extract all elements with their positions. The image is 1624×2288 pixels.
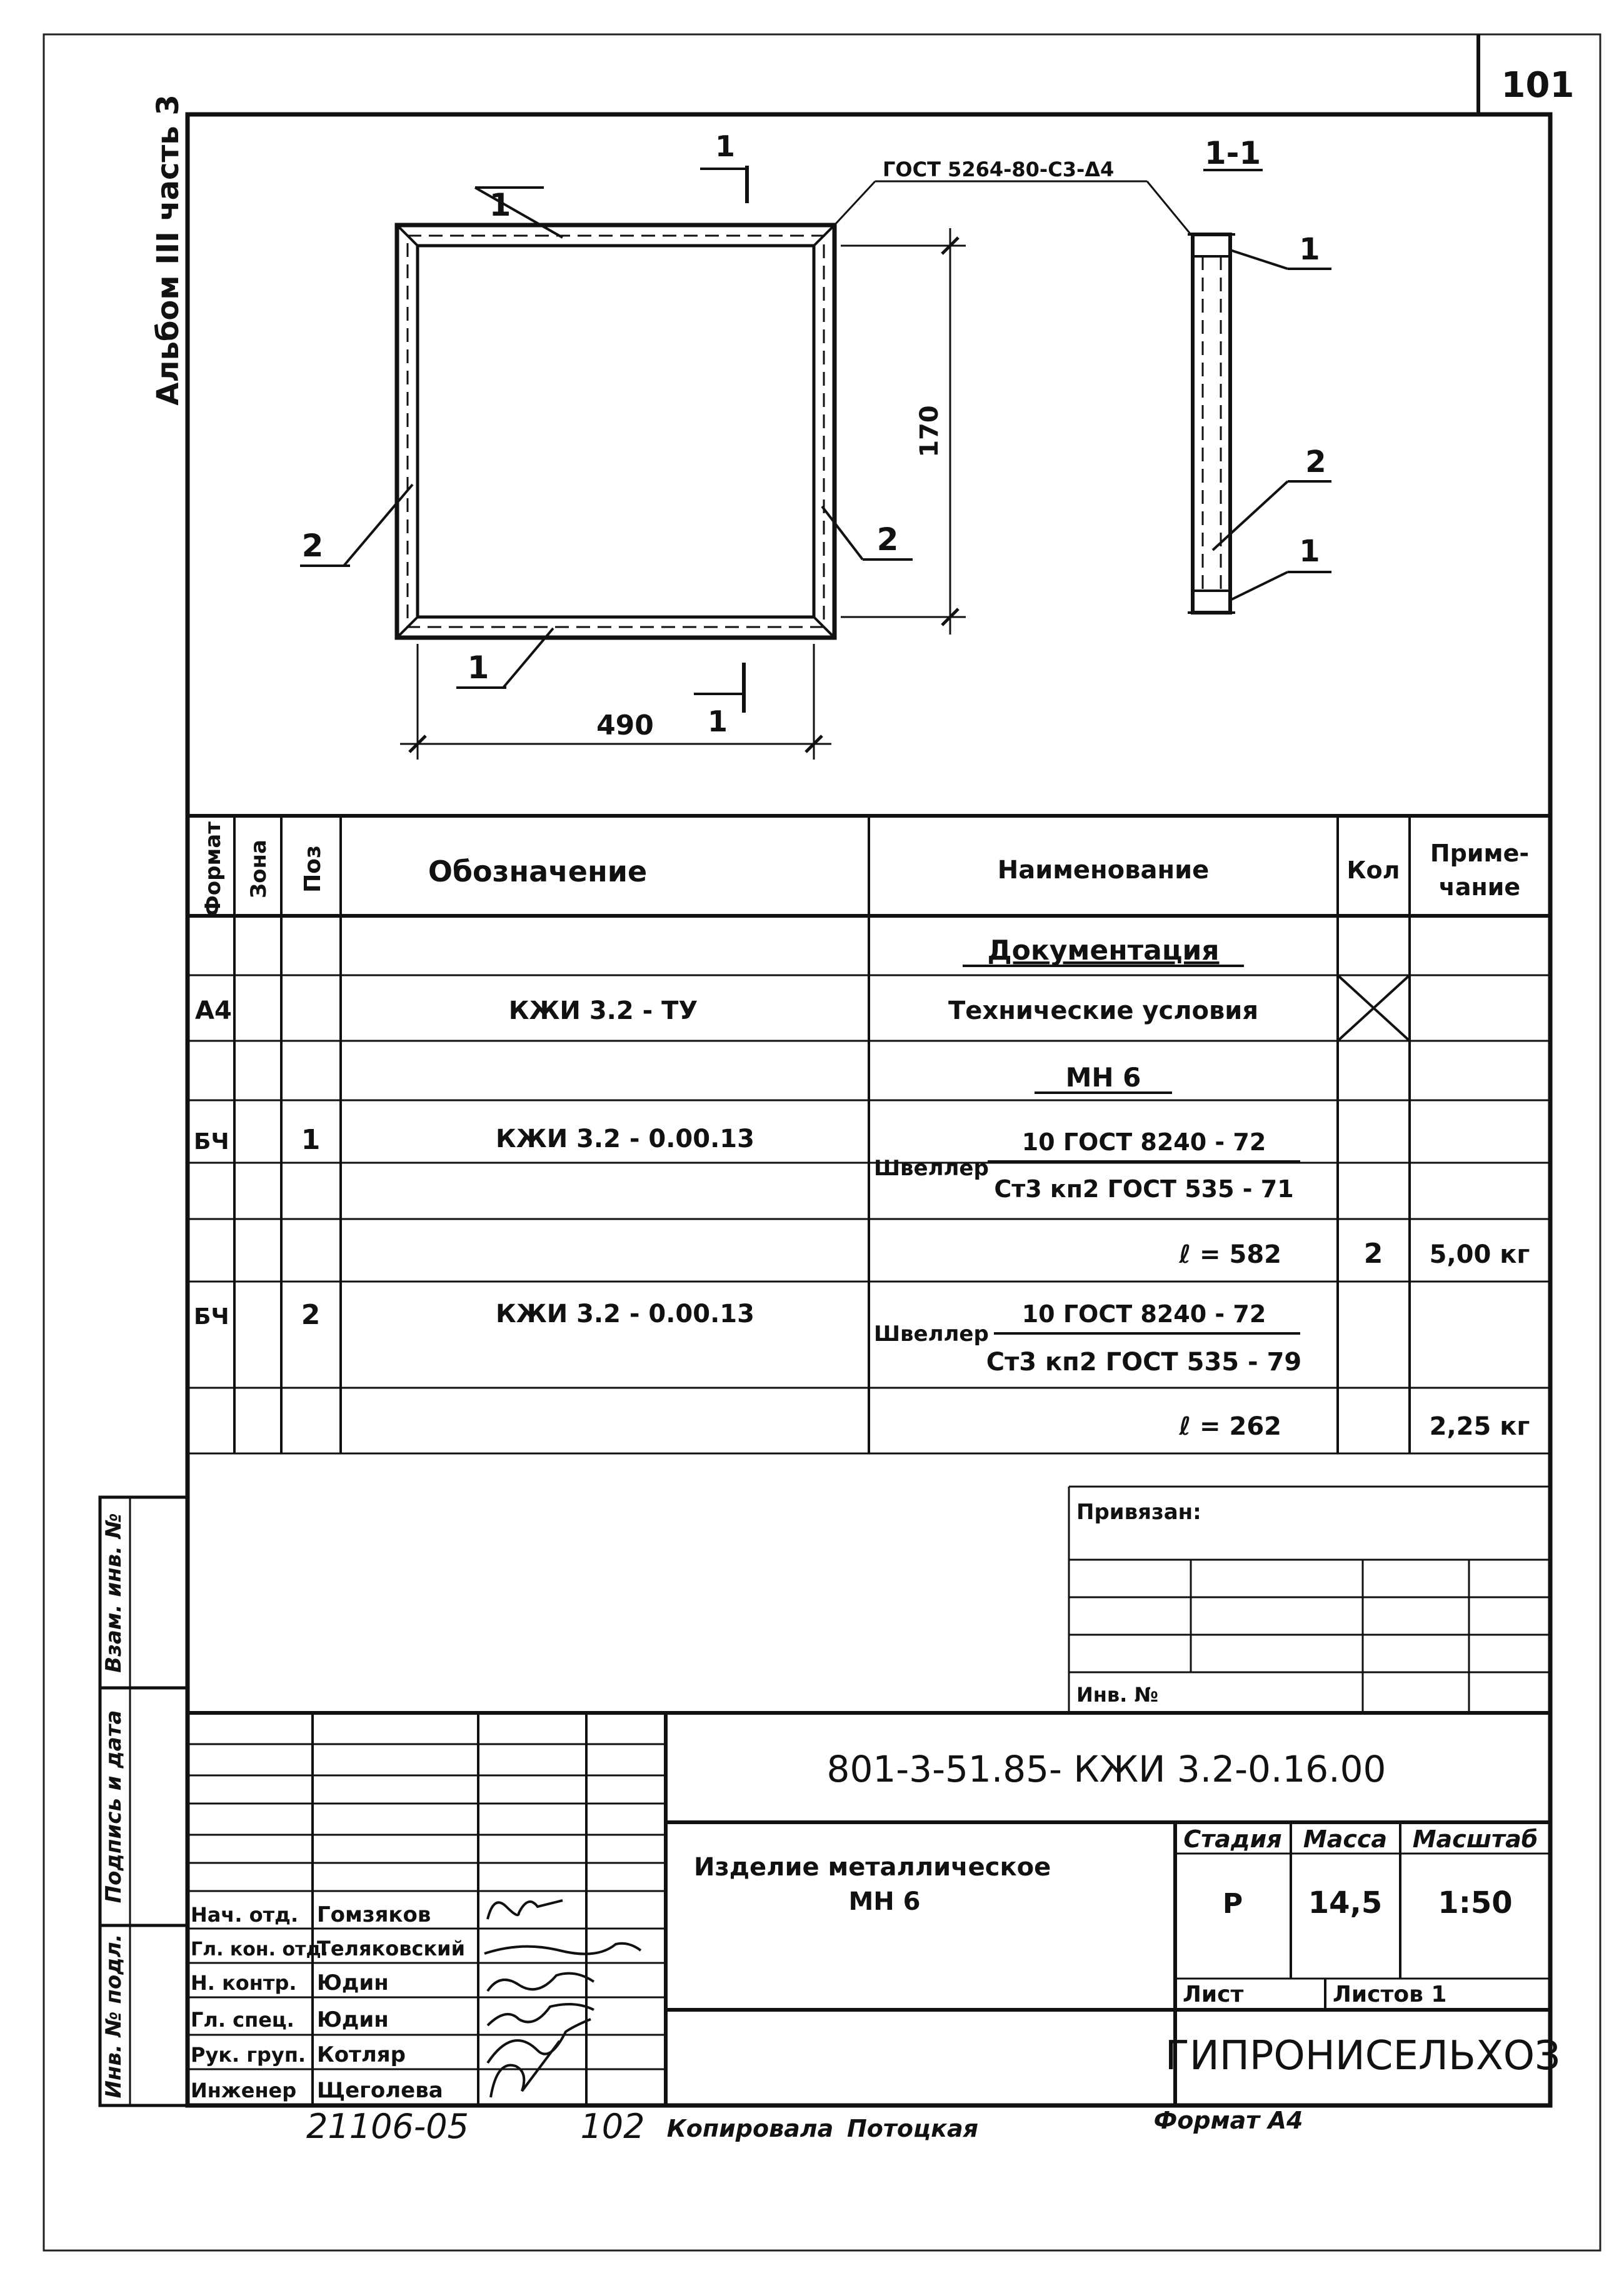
item2-note: 2,25 кг bbox=[1429, 1412, 1530, 1441]
name-5: Щеголева bbox=[317, 2078, 443, 2103]
cut-marker-top bbox=[700, 129, 747, 203]
spec-table-grid bbox=[188, 816, 1550, 1453]
section-docs: Документация bbox=[987, 935, 1220, 966]
pos-label-left: 2 bbox=[301, 528, 324, 564]
organization: ГИПРОНИСЕЛЬХОЗ bbox=[1165, 2033, 1561, 2079]
item1-length: ℓ = 582 bbox=[1179, 1240, 1281, 1269]
role-3: Гл. спец. bbox=[191, 2008, 294, 2032]
pos-label-bottom: 1 bbox=[467, 650, 489, 686]
header-note-bottom: чание bbox=[1438, 873, 1521, 901]
footer-number: 21106-05 bbox=[306, 2107, 469, 2146]
doc-code: 801-3-51.85- КЖИ 3.2-0.16.00 bbox=[826, 1748, 1386, 1790]
name-3: Юдин bbox=[317, 2007, 389, 2032]
item2-name-label: Швеллер bbox=[874, 1322, 989, 1347]
svg-text:1: 1 bbox=[714, 129, 736, 163]
section-pos-2: 2 bbox=[1305, 444, 1326, 479]
binding-label: Привязан: bbox=[1076, 1500, 1201, 1525]
row-tu-format: А4 bbox=[195, 996, 232, 1025]
sheet-header: Лист bbox=[1183, 1982, 1244, 2007]
scale-header: Масштаб bbox=[1412, 1825, 1538, 1853]
plan-leaders bbox=[300, 188, 913, 688]
dimension-width bbox=[400, 644, 831, 760]
header-name: Наименование bbox=[997, 856, 1210, 885]
section-title: 1-1 bbox=[1204, 135, 1261, 171]
album-label: Альбом III часть 3 bbox=[151, 94, 186, 406]
header-note-top: Приме- bbox=[1430, 840, 1530, 867]
item1-name-label: Швеллер bbox=[874, 1156, 989, 1181]
dimension-height bbox=[841, 228, 966, 635]
sheets-header: Листов 1 bbox=[1333, 1982, 1447, 2007]
item1-qty: 2 bbox=[1363, 1238, 1383, 1270]
name-2: Юдин bbox=[317, 1970, 389, 1995]
cut-marker-bottom bbox=[694, 663, 744, 738]
pos-label-right: 2 bbox=[876, 521, 899, 558]
stamp-inv-podl: Инв. № подл. bbox=[101, 1934, 126, 2099]
role-4: Рук. груп. bbox=[191, 2043, 306, 2067]
stamp-podpis: Подпись и дата bbox=[101, 1710, 126, 1904]
item2-length: ℓ = 262 bbox=[1179, 1412, 1281, 1441]
item1-note: 5,00 кг bbox=[1429, 1240, 1530, 1269]
dim-height-value: 170 bbox=[915, 405, 944, 458]
row-tu-name: Технические условия bbox=[948, 996, 1258, 1025]
header-pos: Поз bbox=[300, 845, 326, 893]
scale-value: 1:50 bbox=[1438, 1885, 1513, 1920]
svg-text:ГОСТ 5264-80-С3-Δ4: ГОСТ 5264-80-С3-Δ4 bbox=[883, 158, 1115, 181]
item1-designation: КЖИ 3.2 - 0.00.13 bbox=[496, 1125, 754, 1153]
footer-copy-num: 102 bbox=[580, 2107, 645, 2146]
pos-label-top: 1 bbox=[489, 187, 511, 223]
item2-name-top: 10 ГОСТ 8240 - 72 bbox=[1021, 1300, 1266, 1328]
role-0: Нач. отд. bbox=[191, 1903, 299, 1927]
footer-format: Формат А4 bbox=[1153, 2107, 1303, 2134]
name-1: Теляковский bbox=[317, 1937, 465, 1960]
frame-drawing bbox=[397, 225, 835, 638]
name-0: Гомзяков bbox=[317, 1902, 431, 1927]
section-pos-1-top: 1 bbox=[1299, 232, 1320, 267]
header-designation: Обозначение bbox=[428, 855, 648, 888]
page-number: 101 bbox=[1501, 65, 1575, 106]
svg-text:1: 1 bbox=[707, 705, 728, 738]
mass-value: 14,5 bbox=[1308, 1885, 1383, 1920]
signatures bbox=[484, 1900, 641, 2097]
item1-name-bottom: Ст3 кп2 ГОСТ 535 - 71 bbox=[994, 1175, 1294, 1203]
stage-value: Р bbox=[1222, 1888, 1243, 1920]
name-4: Котляр bbox=[317, 2042, 406, 2067]
role-2: Н. контр. bbox=[191, 1971, 297, 1995]
section-pos-1-bottom: 1 bbox=[1299, 534, 1320, 569]
role-1: Гл. кон. отд. bbox=[191, 1939, 329, 1960]
header-format: Формат bbox=[201, 821, 226, 916]
item-name-2: МН 6 bbox=[848, 1887, 921, 1916]
item1-pos: 1 bbox=[301, 1124, 321, 1156]
item2-format: БЧ bbox=[194, 1304, 229, 1330]
mass-header: Масса bbox=[1303, 1825, 1388, 1853]
stamp-vzam: Взам. инв. № bbox=[101, 1513, 126, 1673]
item1-format: БЧ bbox=[194, 1129, 229, 1155]
dim-width-value: 490 bbox=[596, 710, 654, 741]
stage-header: Стадия bbox=[1183, 1825, 1282, 1853]
item2-name-bottom: Ст3 кп2 ГОСТ 535 - 79 bbox=[986, 1348, 1302, 1377]
header-zone: Зона bbox=[246, 840, 271, 898]
header-qty: Кол bbox=[1346, 856, 1400, 884]
item-name-1: Изделие металлическое bbox=[694, 1853, 1051, 1882]
weld-note bbox=[835, 158, 1191, 234]
item2-designation: КЖИ 3.2 - 0.00.13 bbox=[496, 1300, 754, 1328]
binding-inv-label: Инв. № bbox=[1076, 1683, 1158, 1707]
item1-name-top: 10 ГОСТ 8240 - 72 bbox=[1021, 1128, 1266, 1156]
footer-copied-name: Потоцкая bbox=[846, 2115, 979, 2142]
section-mn: МН 6 bbox=[1065, 1062, 1141, 1093]
item2-pos: 2 bbox=[301, 1299, 321, 1331]
footer-copied-label: Копировала bbox=[666, 2115, 834, 2142]
row-tu-designation: КЖИ 3.2 - ТУ bbox=[508, 996, 698, 1025]
role-5: Инженер bbox=[191, 2079, 297, 2102]
